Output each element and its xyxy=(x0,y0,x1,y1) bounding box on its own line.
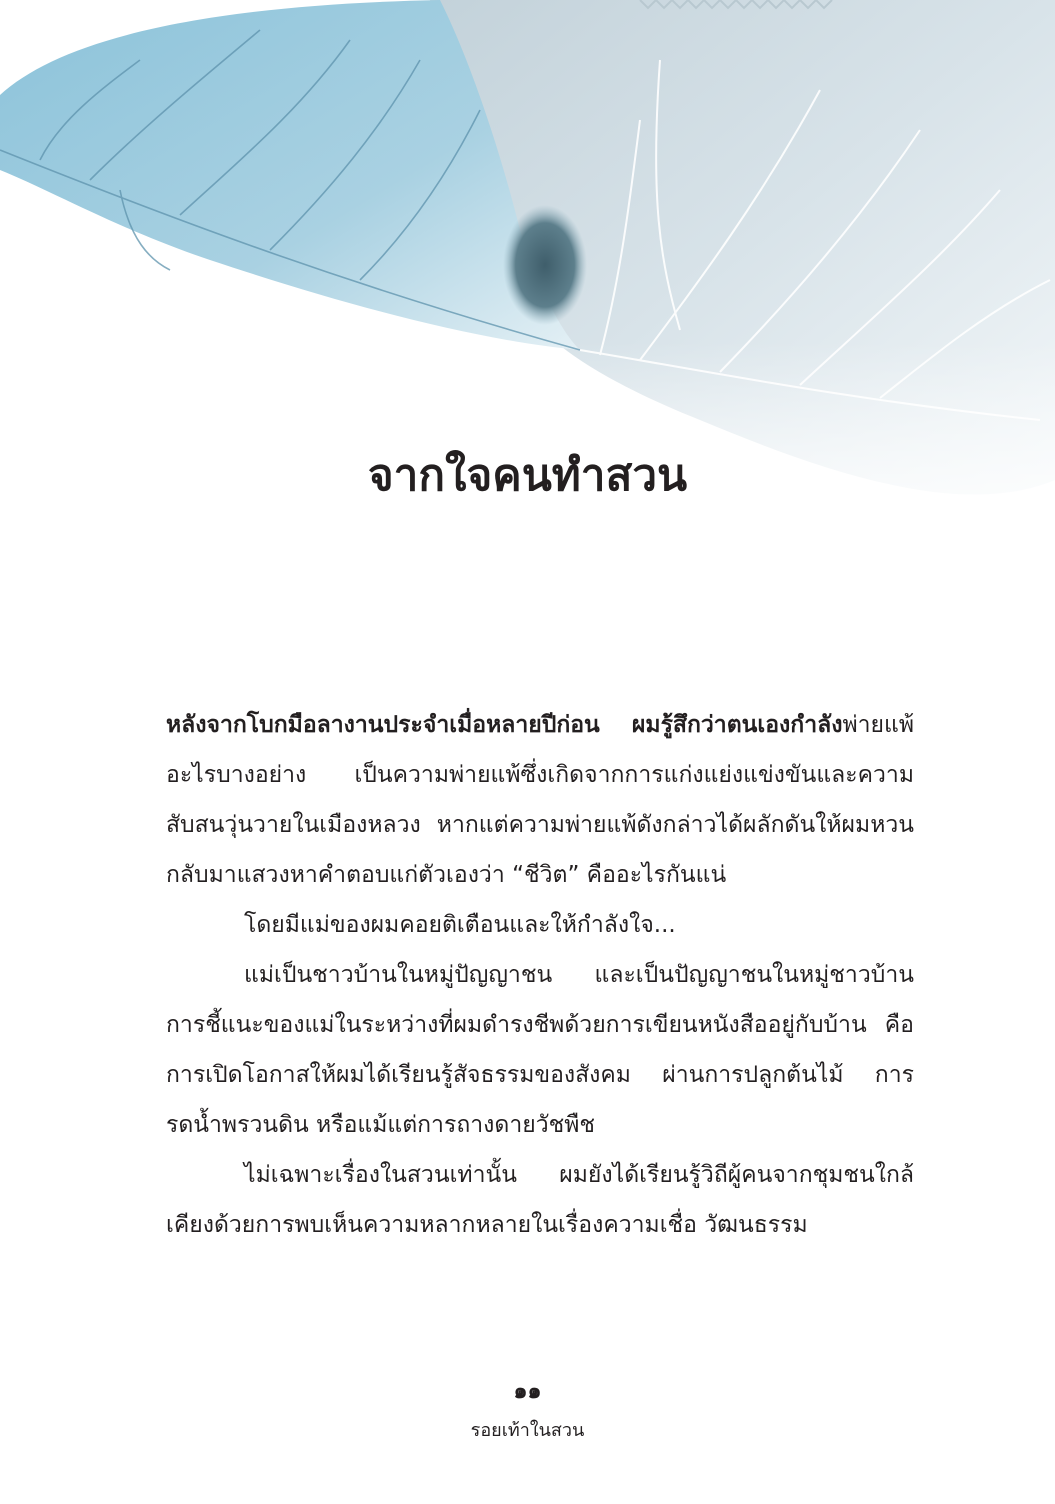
paragraph-3: แม่เป็นชาวบ้านในหมู่ปัญญาชน และเป็นปัญญาชนในหมู่ชาวบ้าน การชี้แนะของแม่ในระหว่างที่ผมดำรงชีพด้วยการเขียนหนังสืออยู่กับบ้าน คือการเปิดโอกาสให้ผมได้เรียนรู้สัจธรรมของสังคม ผ่านการปลูกต้นไม้ การรดน้ำพรวนดิน หรือแม้แต่การถางดายวัชพืช xyxy=(166,962,914,1138)
paragraph-1 xyxy=(166,700,914,900)
paragraph-4: ไม่เฉพาะเรื่องในสวนเท่านั้น ผมยังได้เรียนรู้วิถีผู้คนจากชุมชนใกล้เคียงด้วยการพบเห็นความหลากหลายในเรื่องความเชื่อ วัฒนธรรม xyxy=(166,1162,914,1238)
page-number: ๑๑ xyxy=(513,1379,542,1404)
paragraph-1-lead: หลังจากโบกมือลางานประจำเมื่อหลายปีก่อน ผมรู้สึกว่าตนเองกำลัง xyxy=(166,712,843,738)
page-title: จากใจคนทำสวน xyxy=(367,450,688,501)
leaf-skeleton-illustration xyxy=(0,0,1055,620)
paragraph-2: โดยมีแม่ของผมคอยติเตือนและให้กำลังใจ... xyxy=(244,912,676,938)
running-footer-book-title: รอยเท้าในสวน xyxy=(470,1420,585,1441)
body-text xyxy=(166,700,914,1250)
paragraph-1-rest: พ่ายแพ้อะไรบางอย่าง เป็นความพ่ายแพ้ซึ่งเกิดจากการแก่งแย่งแข่งขันและความสับสนวุ่นวายในเมืองหลวง หากแต่ความพ่ายแพ้ดังกล่าวได้ผลักดันให้ผมหวนกลับมาแสวงหาคำตอบแก่ตัวเองว่า “ชีวิต” คืออะไรกันแน่ xyxy=(166,712,914,888)
